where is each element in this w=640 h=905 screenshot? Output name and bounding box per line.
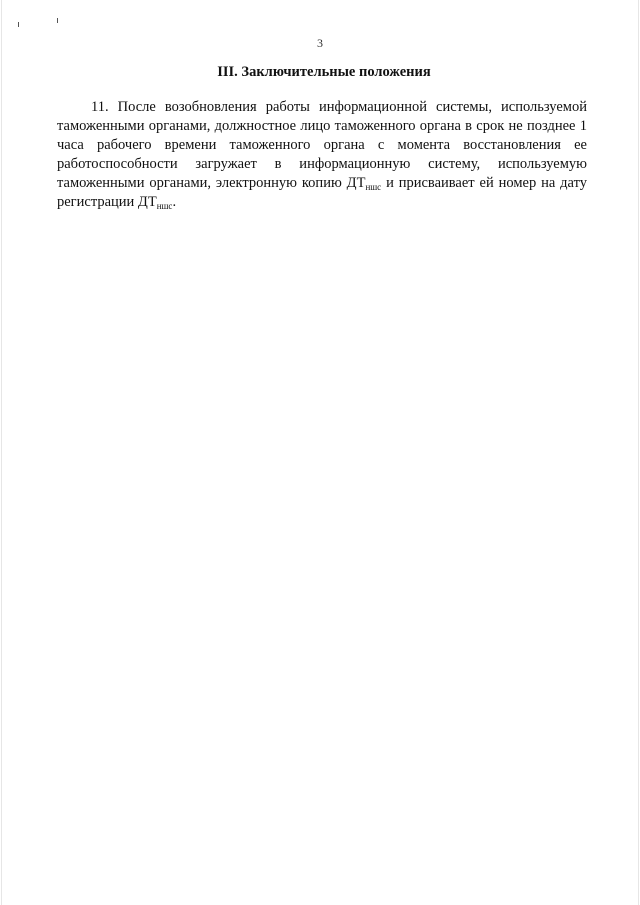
subscript-nshs: ншс [365, 182, 382, 192]
section-title: III. Заключительные положения [217, 64, 431, 80]
page-number: 3 [317, 36, 323, 50]
scan-edge-left [1, 0, 2, 905]
scan-mark [18, 22, 19, 27]
scan-mark [57, 18, 58, 23]
paragraph-text-part1: 11. После возобновления работы информационной системы, используемой таможенными органами, должностное лицо таможенного органа в срок не позднее 1 часа рабочего времени таможенного органа с момента восстановления ее работоспособности загружает в информационную систему, используемую таможенными органами, электронную копию ДТ [57, 99, 587, 191]
scan-edge-right [638, 0, 639, 905]
subscript-nshs: ншс [156, 201, 173, 211]
paragraph-text-part3: . [172, 194, 177, 210]
paragraph-text-part2: и присваивает ей номер на дату регистрации ДТ [57, 175, 588, 210]
paragraph-11 [57, 98, 587, 212]
